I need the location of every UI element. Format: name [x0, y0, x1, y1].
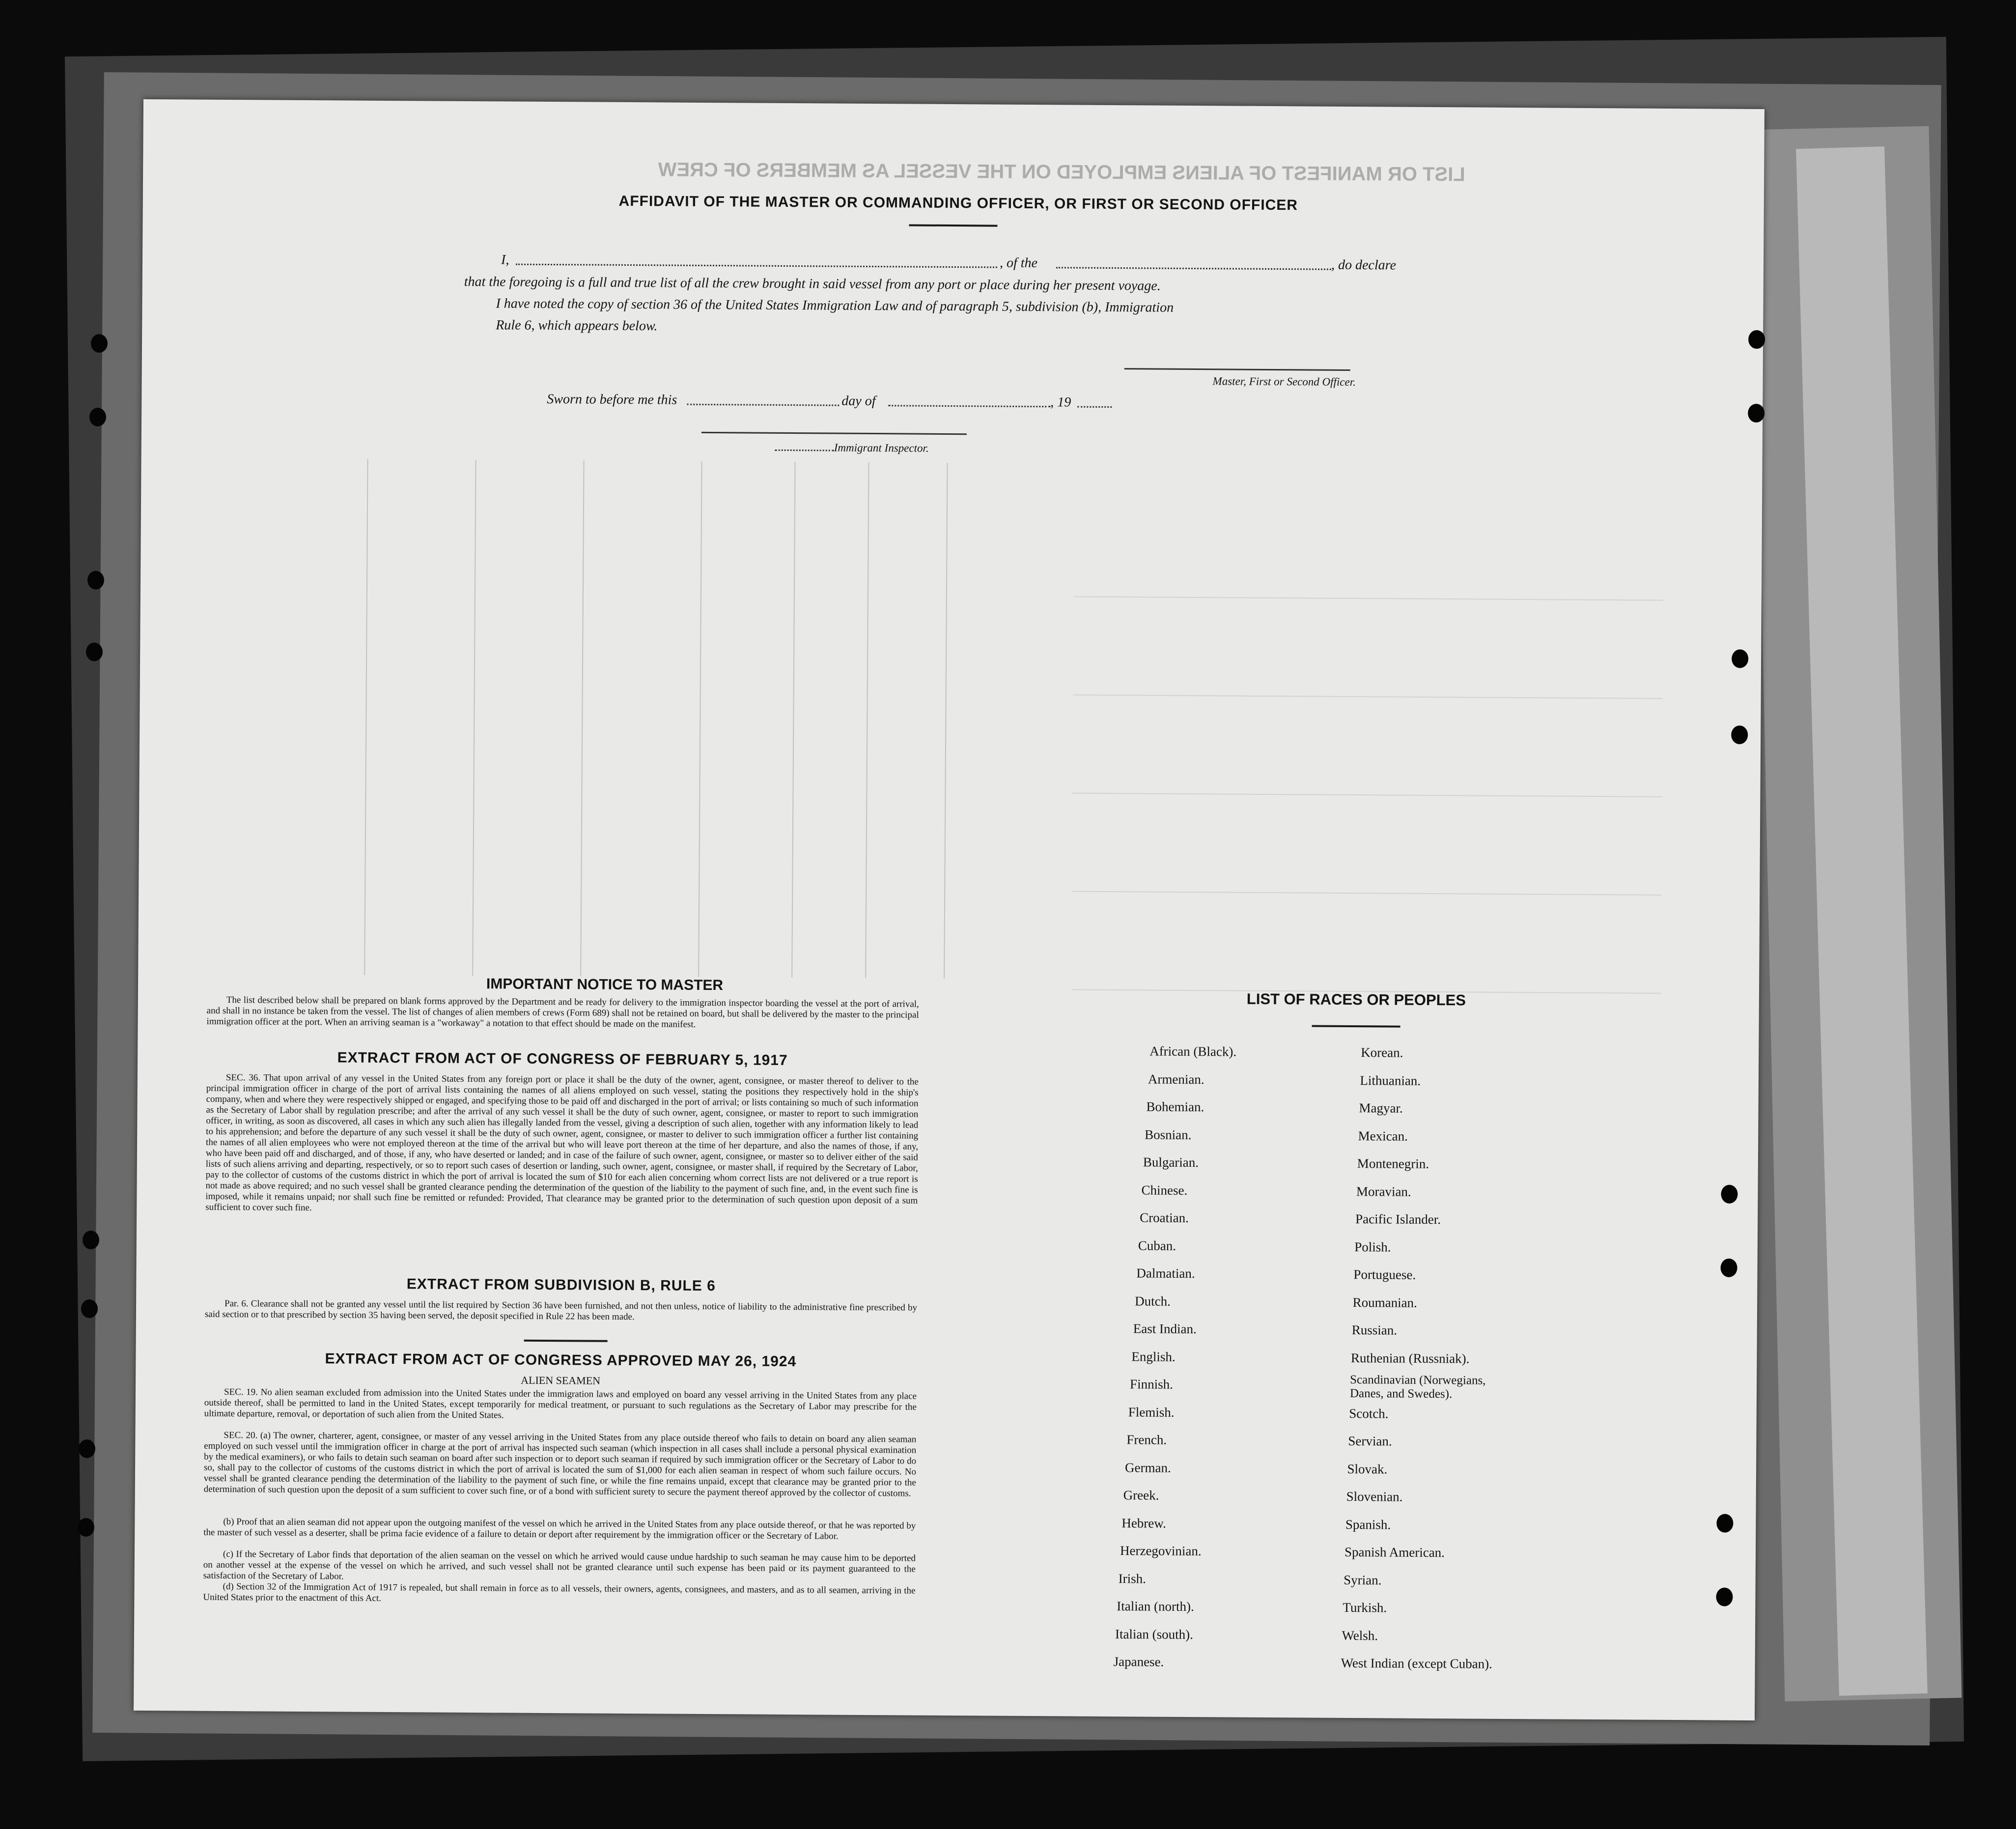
affidavit-line2: that the foregoing is a full and true list of all the crew brought in said vessel from any port or place during her present voyage.: [464, 274, 1161, 294]
race-item: Servian.: [1348, 1433, 1392, 1449]
race-item: Syrian.: [1344, 1572, 1382, 1587]
binder-hole: [86, 643, 103, 661]
binder-hole: [91, 334, 108, 353]
affidavit-of-the: , of the: [999, 255, 1038, 271]
race-item: Mexican.: [1358, 1128, 1408, 1144]
page-hole: [1731, 726, 1748, 744]
binder-hole: [79, 1439, 95, 1458]
affidavit-line3: I have noted the copy of section 36 of the United States Immigration Law and of paragraph 5, subdivision (b), Immigration: [496, 296, 1174, 315]
manifest-page: [134, 99, 1764, 1720]
ghost-row-line: [1074, 596, 1663, 601]
vessel-blank[interactable]: [1056, 267, 1331, 270]
binder-hole: [87, 571, 104, 590]
race-item: East Indian.: [1133, 1321, 1197, 1337]
race-item: Herzegovinian.: [1120, 1543, 1202, 1559]
extract-rule6-title: EXTRACT FROM SUBDIVISION B, RULE 6: [406, 1276, 716, 1294]
race-item: Ruthenian (Russniak).: [1350, 1350, 1470, 1366]
sworn-day-of: day of: [841, 393, 876, 409]
notice-title: IMPORTANT NOTICE TO MASTER: [486, 976, 724, 994]
affidavit-line4: Rule 6, which appears below.: [496, 317, 658, 334]
race-item: Bosnian.: [1145, 1126, 1192, 1142]
page-hole: [1721, 1185, 1737, 1204]
binder-hole: [83, 1231, 99, 1249]
race-item: Croatian.: [1140, 1210, 1189, 1225]
extract-1924-sec20a: SEC. 20. (a) The owner, charterer, agent, consignee, or master of any vessel arriving in the United States from any place outside thereof who fails to detain on board any alien seaman employed on such vessel until the immigration officer in charge at the port of arrival has inspected such seaman (which inspection in all cases shall include a personal physical examination by the medical examiners), or who fails to detain such seaman on board after such inspection or to deport such seaman if required by such immigration officer or the Secretary of Labor to do so, shall pay to the collector of customs of the customs district in which the port of arrival is located the sum of $1,000 for each alien seaman in respect of whom such failure occurs. No vessel shall be granted clearance pending the determination of the liability to the payment of such fine, or while the fine remains unpaid, except that clearance may be granted prior to the determination of such question upon the deposit of a sum sufficient to cover such fine, or of a bond with sufficient surety to secure the payment thereof approved by the collector of customs.: [203, 1430, 917, 1499]
race-item: English.: [1131, 1349, 1176, 1364]
race-item: African (Black).: [1149, 1043, 1237, 1059]
races-left-column: [1113, 1043, 1356, 1669]
race-item: Polish.: [1354, 1239, 1391, 1255]
sworn-year: , 19: [1050, 394, 1071, 410]
race-item: Cuban.: [1138, 1238, 1176, 1253]
race-item: Italian (north).: [1117, 1599, 1194, 1614]
affidavit-title: AFFIDAVIT OF THE MASTER OR COMMANDING OFFICER, OR FIRST OR SECOND OFFICER: [618, 193, 1298, 214]
page-hole: [1720, 1259, 1737, 1277]
binder-hole: [89, 408, 106, 426]
race-item: West Indian (except Cuban).: [1341, 1655, 1492, 1671]
race-item: Chinese.: [1141, 1182, 1188, 1198]
race-item: Lithuanian.: [1360, 1072, 1421, 1088]
race-item: Spanish American.: [1344, 1544, 1445, 1560]
sworn-year-blank[interactable]: [1077, 406, 1112, 408]
race-item: Finnish.: [1130, 1377, 1173, 1392]
races-divider: [1312, 1025, 1400, 1028]
ghost-row-line: [1072, 793, 1662, 797]
inspector-caption: Immigrant Inspector.: [834, 441, 929, 454]
races-right-column: [1341, 1045, 1587, 1671]
race-item: Welsh.: [1342, 1628, 1378, 1643]
ghost-column-line: [944, 463, 948, 979]
affidavit-divider: [909, 224, 997, 226]
ghost-column-line: [472, 460, 476, 976]
extract-1924-title: EXTRACT FROM ACT OF CONGRESS APPROVED MAY 26, 1924: [325, 1351, 797, 1370]
race-item: Montenegrin.: [1357, 1156, 1429, 1171]
master-signature-caption: Master, First or Second Officer.: [1212, 375, 1356, 389]
extract-1924-sec20b: (b) Proof that an alien seaman did not appear upon the outgoing manifest of the vessel on which he arrived in the United States from any place outside thereof, or that he was reported by the master of such vessel as a deserter, shall be prima facie evidence of a failure to detain or deport after requirement by the immigration officer or the Secretary of Labor.: [203, 1516, 916, 1542]
sworn-text: Sworn to before me this: [547, 391, 677, 408]
race-item: Moravian.: [1356, 1183, 1411, 1199]
inspector-dotted-line: [775, 450, 834, 451]
page-hole: [1732, 649, 1748, 668]
race-item: Russian.: [1351, 1323, 1398, 1338]
extract-1924-sec19: SEC. 19. No alien seaman excluded from admission into the United States under the immigration laws and employed on board any vessel arriving in the United States from any place outside thereof, shall be permitted to land in the United States, except temporarily for medical treatment, or pursuant to such regulations as the Secretary of Labor may prescribe for the ultimate departure, removal, or deportation of such alien from the United States.: [204, 1387, 917, 1421]
race-item: Bulgarian.: [1143, 1154, 1199, 1170]
race-item: French.: [1126, 1432, 1167, 1447]
sworn-month-blank[interactable]: [888, 405, 1050, 407]
master-signature-line[interactable]: [1124, 368, 1350, 371]
binder-hole: [81, 1299, 98, 1318]
bleed-through-header: LIST OR MANIFEST OF ALIENS EMPLOYED ON THE VESSEL AS MEMBERS OF CREW: [658, 159, 1465, 186]
race-item: Slovenian.: [1346, 1489, 1403, 1504]
race-item: Scotch.: [1349, 1406, 1389, 1421]
inspector-signature-line[interactable]: [701, 432, 967, 435]
name-blank[interactable]: [516, 264, 997, 268]
affidavit-declare: , do declare: [1331, 257, 1397, 273]
race-item: Roumanian.: [1352, 1294, 1417, 1310]
extract-1924-sec20c: (c) If the Secretary of Labor finds that deportation of the alien seaman on the vessel on which he arrived would cause undue hardship to such seaman he may cause him to be deported on another vessel at the expense of the vessel on which he arrived, and such vessel shall not be granted clearance until such expense has been paid or its payment guaranteed to the satisfaction of the Secretary of Labor.: [203, 1548, 916, 1582]
race-item: Armenian.: [1148, 1071, 1204, 1087]
race-item: Portuguese.: [1353, 1267, 1416, 1282]
rule6-divider: [524, 1340, 608, 1342]
race-item: Bohemian.: [1146, 1099, 1204, 1115]
race-item: Magyar.: [1359, 1100, 1403, 1116]
binder-hole: [78, 1518, 94, 1537]
page-hole: [1716, 1514, 1733, 1533]
page-hole: [1748, 404, 1764, 422]
page-hole: [1748, 330, 1765, 349]
race-item: Turkish.: [1343, 1600, 1387, 1615]
ghost-column-line: [865, 462, 869, 978]
race-item: Dutch.: [1135, 1293, 1171, 1309]
race-item: German.: [1124, 1460, 1171, 1475]
race-item: Greek.: [1123, 1488, 1159, 1503]
extract-1917-title: EXTRACT FROM ACT OF CONGRESS OF FEBRUARY 5, 1917: [337, 1049, 788, 1069]
ghost-column-line: [791, 462, 795, 978]
ghost-column-line: [698, 461, 702, 977]
ghost-column-line: [364, 459, 368, 975]
ghost-row-line: [1072, 891, 1661, 896]
race-item: Italian (south).: [1115, 1626, 1194, 1642]
race-item: Korean.: [1361, 1045, 1403, 1060]
page-hole: [1716, 1588, 1733, 1606]
race-item: Flemish.: [1128, 1404, 1175, 1420]
ghost-column-line: [580, 460, 584, 976]
extract-1917-body: SEC. 36. That upon arrival of any vessel in the United States from any foreign port or place it shall be the duty of the owner, agent, consignee, or master thereof to deliver to the principal immigration officer in charge of the port of arrival lists containing the names of all aliens employed on such vessel, stating the positions they respectively hold in the ship's company, when and where they were respectively shipped or engaged, and specifying those to be paid off and discharged in the port of arrival; or lists containing so much of such information as the Secretary of Labor shall by regulation prescribe; and after the arrival of any such vessel it shall be the duty of such owner, agent, consignee, or master to report to such immigration officer, in writing, as soon as discovered, all cases in which any such alien has illegally landed from the vessel, giving a description of such alien, together with any information likely to lead to his apprehension; and before the departure of any such vessel it shall be the duty of such owner, agent, consignee, or master to deliver to such immigration officer a further list containing the names of all alien employees who were not employed thereon at the time of the arrival but who will leave port thereon at the time of her departure, and also the names of those, if any, who have been paid off and discharged, and of those, if any, who have deserted or landed; and in case of the failure of such owner, agent, consignee, or master so to deliver either of the said lists of such aliens arriving and departing, respectively, or so to report such cases of desertion or landing, such owner, agent, consignee, or master shall, if required by the Secretary of Labor, pay to the collector of customs of the customs district in which the port of arrival is located the sum of $10 for each alien concerning whom correct lists are not delivered or a true report is not made as above required; and no such vessel shall be granted clearance pending the determination of the question of the liability to the payment of such fine, and, in the event such fine is imposed, while it remains unpaid; nor shall such fine be remitted or refunded: Provided, That clearance may be granted prior to the determination of such question upon deposit of a sum sufficient to cover such fine.: [205, 1072, 919, 1213]
extract-rule6-body: Par. 6. Clearance shall not be granted any vessel until the list required by Section 36 have been furnished, and not then unless, notice of liability to the administrative fine prescribed by said section or to that prescribed by section 35 having been served, the deposit specified in Rule 22 has been made.: [204, 1298, 918, 1323]
race-item: Japanese.: [1113, 1654, 1164, 1669]
race-item: Dalmatian.: [1136, 1266, 1195, 1281]
race-item: Irish.: [1118, 1571, 1147, 1586]
race-item: Scandinavian (Norwegians, Danes, and Swedes).: [1349, 1373, 1486, 1401]
race-item: Hebrew.: [1121, 1515, 1166, 1531]
sworn-day-blank[interactable]: [687, 404, 839, 406]
notice-body: The list described below shall be prepared on blank forms approved by the Department and be ready for delivery to the immigration inspector boarding the vessel at the port of arrival, and shall in no instance be taken from the vessel. The list of changes of alien members of crews (Form 689) shall not be retained on board, but shall be delivered by the master to the principal immigration officer at the port. When an arriving seaman is a "workaway" a notation to that effect should be made on the manifest.: [206, 995, 919, 1030]
race-item: Slovak.: [1347, 1461, 1388, 1476]
race-item: Pacific Islander.: [1355, 1211, 1441, 1227]
affidavit-i: I,: [501, 252, 509, 268]
extract-1924-sec20d: (d) Section 32 of the Immigration Act of 1917 is repealed, but shall remain in force as to all vessels, their owners, agents, consignees, and masters, and as to all seamen, arriving in the United States prior to the enactment of this Act.: [203, 1581, 916, 1604]
extract-1924-subtitle: ALIEN SEAMEN: [521, 1374, 601, 1387]
race-item: Spanish.: [1345, 1517, 1391, 1532]
races-title: LIST OF RACES OR PEOPLES: [1246, 990, 1466, 1009]
ghost-row-line: [1073, 695, 1663, 699]
